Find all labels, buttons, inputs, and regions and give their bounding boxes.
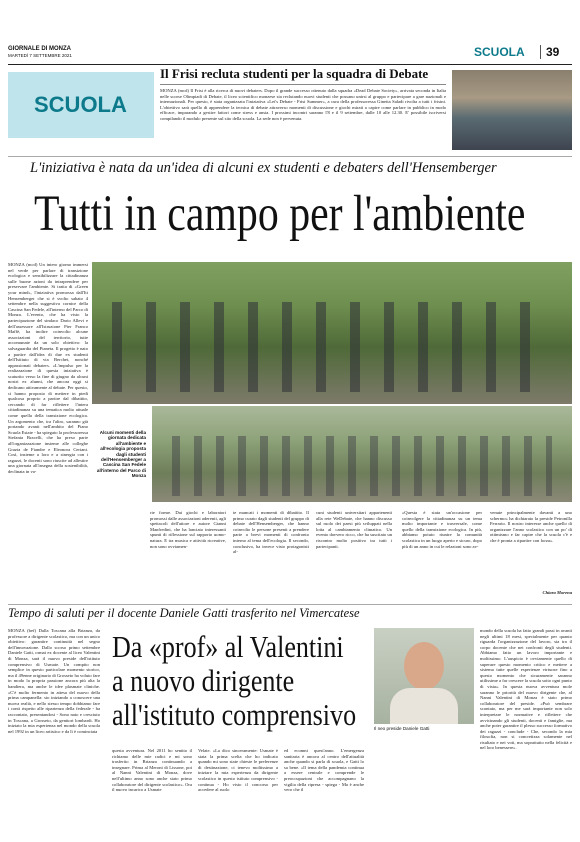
- main-col5: «Questa è stata un'occasione per coinvolgere la cittadinanza su un tema molto importante e trasversale, come quello della transizione ecologica. In più, abbiamo potuto riunire la comunità scolastica in un luogo aperto e sicuro, dopo più di un anno in cui le relazioni sono av-: [402, 510, 482, 549]
- main-photo-event: [152, 406, 572, 502]
- portrait-head: [404, 642, 444, 690]
- debate-team-photo: [452, 70, 572, 150]
- bottom-col5: mondo della scuola ha fatto grandi passi in avanti negli ultimi 18 mesi, specialmente per quanto riguarda l'organizzazione del lavoro, sia tra il corpo docente che nei confronti degli studenti. Abbiamo fatto un lavoro importante e moltissimo. L'auspicio è ovviamente quello di superare questo momento critico e mettere a sistema tutte quelle esperienze virtuose fino a questo momento che sicuramente saranno utilissime a far crescere la scuola sotto ogni punto di vista». In questa nuova avventura mole saranno le priorità del nuovo dirigente che, al Nanni Valentini di Monza è stato primo collaboratore del preside. «Può sembrare scontato, ma per me sarà importante non solo interpretare le normative e riflettere che avvicinando gli studenti, docenti e famiglie, ma anche poter garantire il plesso successo formativo dei ragazzi - conclude - Che, secondo la mia filosofia, non si concretizza solamente nel risultato e nei voti, ma soprattutto nella felicità e nel loro benessere».: [480, 628, 572, 751]
- main-col1: MONZA (mcd) Un intero giorno immersi nel verde per parlare di transizione ecologica e sensibilizzare la cittadinanza sulle buone azioni da intraprendere per preservare l'ambiente. Si tratta di «Green your mind», l'iniziativa promossa dall'Iti Hensemberger che si è svolto sabato 4 settembre nella suggestiva cornice della Cascina San Fedele, all'interno del Parco di Monza. L'evento, che ha visto la partecipazione del sindaco Dario Allevi e dell'assessore all'Istruzione Pier Franco Maffè, ha inoltre coinvolto alcune associazioni del territorio, tutte accomunate da un solo obiettivo: la salvaguardia del Pianeta. Il progetto è nato a partire dall'idea di due ex studenti dell'Istituto di via Berchet, nonché appassionati debaters. «L'impulso per la realizzazione di questa iniziativa è scaturito verso la fine di giugno da alcuni nostri ex alunni, che ancora oggi si dedicano attivamente al debate. Per questo, ci hanno proposto di mettere in piedi qualcosa proprio a partire dal dibattito, cercando di far riflettere l'intera cittadinanza su una tematica molto attuale come quella della transizione ecologica. Un argomento che, tra l'altro, saranno già portando avanti nell'ambito del Piano Scuola Estate - ha spiegato la professoressa Stefania Bracelli, che ha preso parte all'organizzazione insieme alle colleghe Grazia de Fiandre e Eleonora Ceriani. Così, insieme a loro e a sinergia con i ragazzi, le docenti sono riuscite ad allestire una giornata all'insegna della sostenibilità, declinata in va-: [8, 262, 88, 474]
- section-banner-label: SCUOLA: [34, 92, 127, 117]
- bottom-col2: questa avventura. Nel 2011 ho sentito il richiamo delle mie radici e mi sono trasferito in Brianza continuando a insegnare. Prima al Meroni di Lissone, poi al Nanni Valentini di Monza, dove nell'ultimo anno sono anche stato primo collaboratore del dirigente scolastico». Ora il nuovo incarico a Usmate: [112, 748, 192, 793]
- event-crowd: [172, 436, 552, 496]
- main-col3: te mancati i momenti di dibattito. Il primo curato dagli studenti del gruppo di debate dell'Hensemberger, che hanno coinvolto le persone presenti a prendere parte a brevi momenti di confronto interno al tema dell'ecologia. Il secondo, conclusivo, ha invece visto protagonisti al-: [233, 510, 309, 555]
- bottom-kicker: Tempo di saluti per il docente Daniele Gatti trasferito nel Vimercatese: [8, 606, 360, 620]
- main-col4: cuni studenti universitari appartenenti alla rete WeDebate, che hanno discusso sul ruolo dei paesi più sviluppati nella lotta al cambiamento climatico. Un evento davvero ricco, che ha suscitato un riscontro molto positivo tra tutti i partecipanti.: [316, 510, 392, 549]
- gatti-portrait: [374, 628, 474, 724]
- top-story-headline: Il Frisi recluta studenti per la squadra di Debate: [160, 66, 429, 81]
- main-photo-caption: Alcuni momenti della giornata dedicata all'ambiente e all'ecologia proposta dagli studenti dell'Hensemberger a Cascina San Fedele all'interno del Parco di Monza: [96, 430, 146, 479]
- main-col6: venute principalmente davanti a uno schermo» ha dichiarato la preside Petronilla Ferrario. Il nostro interesse anche quello di organizzare l'anno scolastico con un po' di ottimismo e far capire che la scuola c'è e che è pronta a ripartire con forza».: [490, 510, 572, 543]
- page-number: 39: [540, 45, 559, 59]
- top-rule: [8, 156, 572, 157]
- gatti-portrait-caption: Il neo preside Daniele Gatti: [374, 726, 430, 731]
- main-photo-caption-box: [92, 406, 148, 506]
- bottom-col4: ed ecomni quest'anno. L'emergenza sanitaria è ancora al centro dell'attualità anche quando si parla di scuola, e Gatti lo sa bene. «Il tema della pandemia continua a essere centrale e comprende le preoccupazioni che accompagnano la vigilia della ripresa - spiega - Ma è anche vero che il: [284, 748, 364, 793]
- section-banner: [8, 72, 154, 138]
- bottom-headline-l1: Da «prof» al Valentini: [112, 629, 344, 664]
- section-name: SCUOLA: [474, 45, 525, 59]
- paper-name: GIORNALE DI MONZA: [8, 46, 71, 52]
- masthead: [8, 42, 572, 65]
- bottom-col1: MONZA (bef) Dalla Toscana alla Brianza, da professore a dirigente scolastico, ma con un unico obiettivo: garantire continuità nel segno dell'innovazione. Dallo scorso primo settembre Daniele Gatti, ormai ex docente al liceo Valentini di Monza, sarà il nuovo preside dell'istituto comprensivo di Usmate. Un compito non semplice in questo particolare momento storico, ma il 49enne originario di Grosseto ha voluto fare in modo la propria passione ancora più alta la bandiera, ma anche le idee plasmate cliniche. «C'è molto fermento in attesa del nuovo della prima campanella: sto iniziando a conoscere una nuova realtà, e nello stesso tempo dobbiamo fare i conti rispetto alle ripartenza della federale - ha raccontato, presentandosi - Sono nato e cresciuto in Toscana, a Grosseto, da genitori lombardi. Ho iniziato la mia esperienza nel mondo della scuola nel 1992 in un liceo artistico e da lì è cominciata: [8, 628, 100, 734]
- bottom-col3: Velate. «La dico sinceramente: Usmate è stata la prima scelta che ho indicato quando mi sono state chieste le preferenze di destinazione, ci tenevo moltissimo a iniziare la mia esperienza da dirigente scolastico in questo istituto comprensivo - continua - Ho visto il concorso per accedere al ruolo: [198, 748, 278, 793]
- main-col2: rie forme. Dai giochi e laboratori promossi dalle associazioni aderenti, agli spettacoli dell'attore e autore Gianni Manfredini, che ha lanciato interessanti spunti di riflessione sul rapporto uomo-natura. E tra musica e attività ricreative, non sono ovviamen-: [150, 510, 226, 549]
- portrait-body: [390, 688, 458, 724]
- top-story-divider: [160, 84, 446, 85]
- top-story-body: MONZA (mcd) Il Frisi è alla ricerca di nuovi debaters. Dopo il grande successo ottenuto dalla squadra «Dead Debate Society», arrivata seconda in Italia nelle scorse Olimpiadi di Debate, il liceo scientifico monzese sta reclutando nuovi studenti che possano unirsi al gruppo e partecipare a gare nazionali e internazionali. Per questo, è stata organizzata l'iniziativa «Let's Debate - Frisi Summer», a cura della professoressa Ginetta Saladi rivolta a tutti i frisini. L'obiettivo sarà quello di apprendere la tecnica di debate attraverso momenti di discussione e giochi mirati a capire come parlare in pubblico in modo efficace, imparando a gestire fattori come stress e ansia. I prossimi incontri saranno l'8 e il 9 settembre, dalle 10 alle 12.30. E' possibile iscriversi compilando il modulo presente sul sito della scuola. La sede non è pervenuta.: [160, 88, 446, 121]
- main-headline: Tutti in campo per l'ambiente: [34, 186, 526, 242]
- bottom-headline-l2: a nuovo dirigente: [112, 663, 295, 698]
- students-group: [112, 302, 552, 392]
- mid-rule: [8, 604, 572, 605]
- main-byline: Chiara Morena: [542, 590, 572, 595]
- main-photo-students: [92, 262, 572, 404]
- main-kicker: L'iniziativa è nata da un'idea di alcuni ex studenti e debaters dell'Hensemberger: [30, 160, 497, 176]
- issue-date: MARTEDÌ 7 SETTEMBRE 2021: [8, 53, 72, 58]
- bottom-headline-l3: all'istituto comprensivo: [112, 697, 357, 732]
